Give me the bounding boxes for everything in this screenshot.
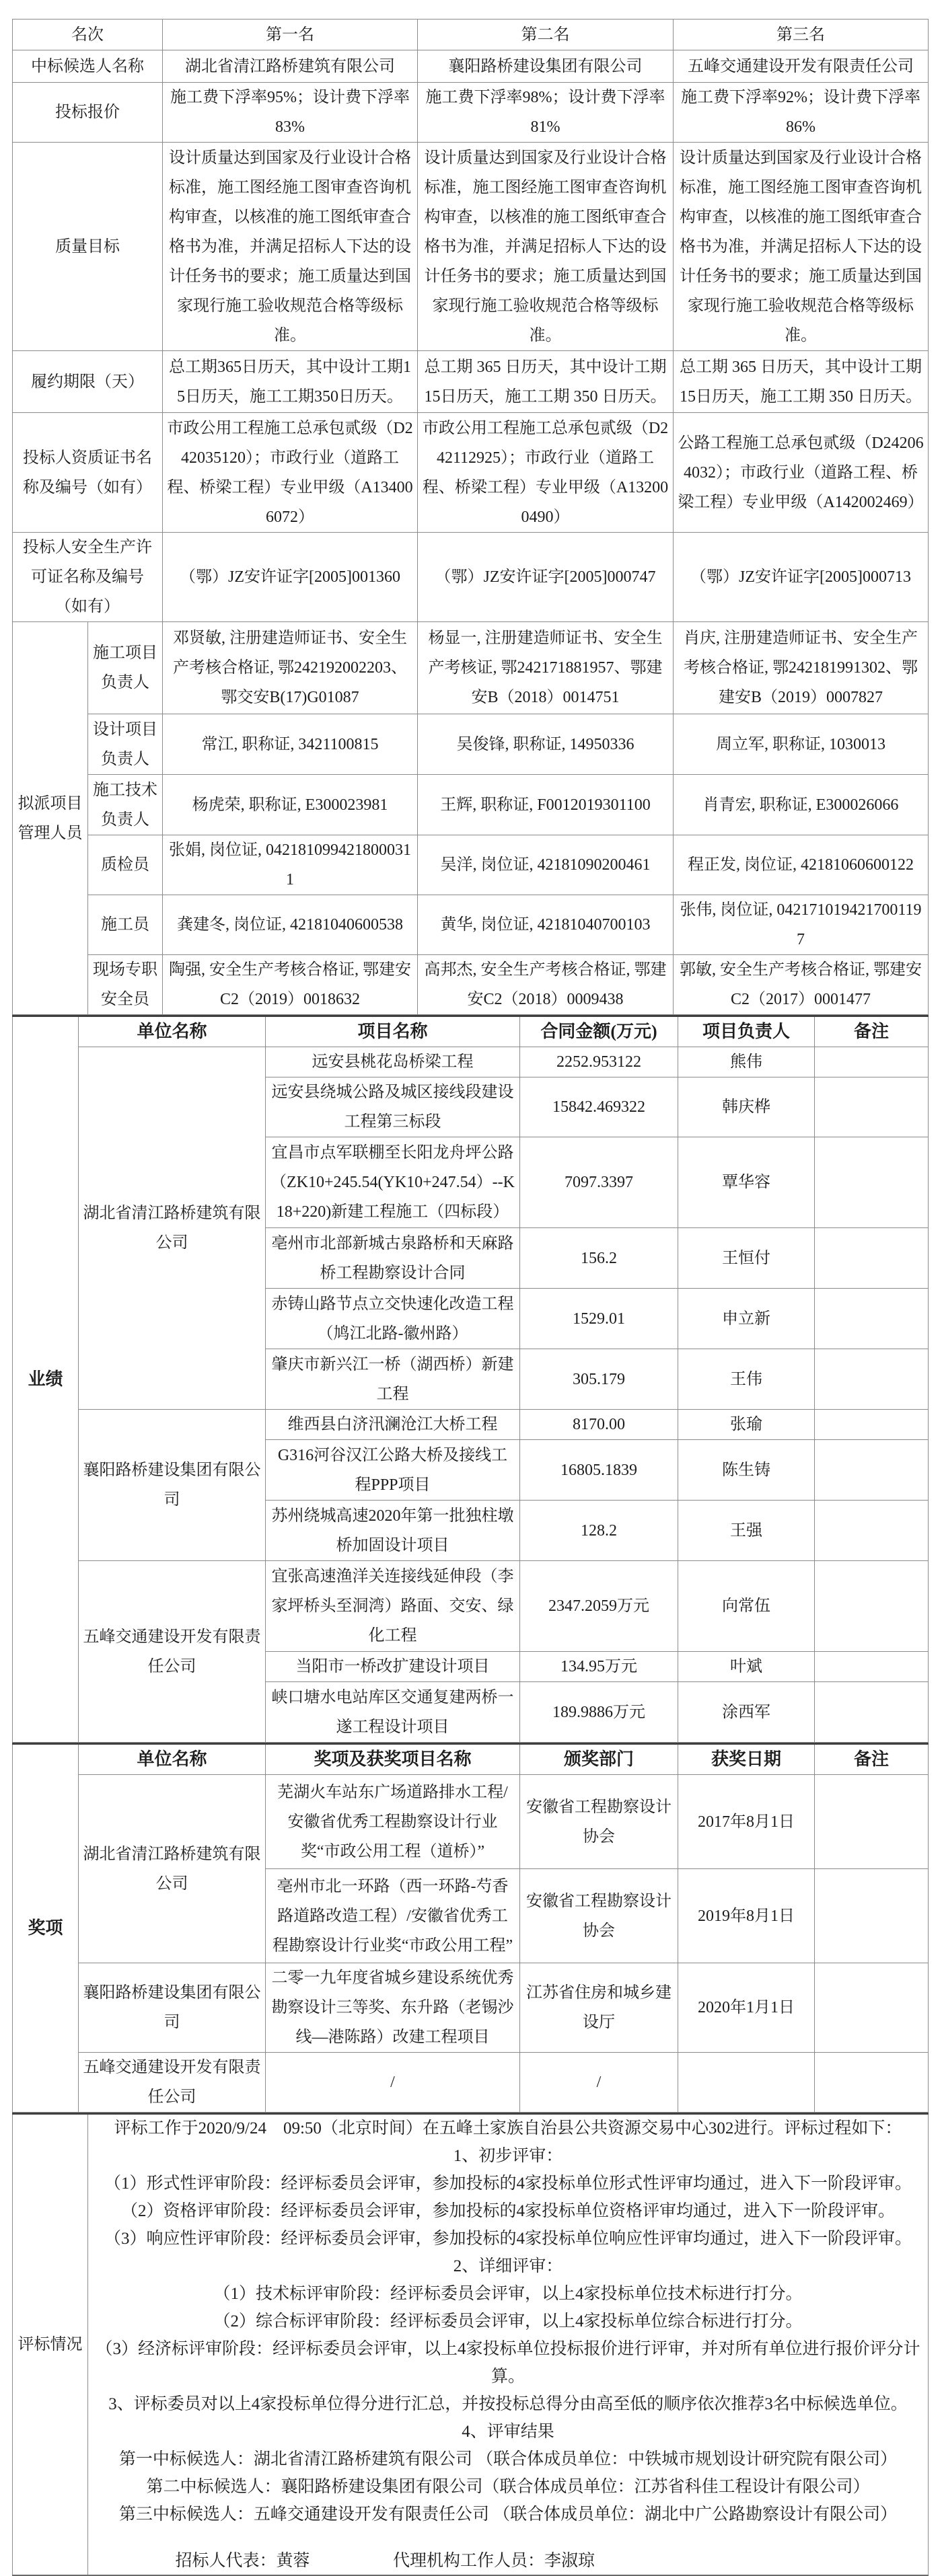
performance-header-company: 单位名称 — [79, 1016, 266, 1047]
award-name: / — [266, 2053, 520, 2113]
performance-table — [12, 1015, 929, 1743]
award-dept: 江苏省住房和城乡建设厅 — [520, 1963, 678, 2053]
constructor-1: 龚建冬, 岗位证, 42181040600538 — [163, 895, 418, 955]
agency-staff: 代理机构工作人员：李淑琼 — [393, 2552, 595, 2570]
rank-second-header: 第二名 — [418, 20, 674, 50]
project-amount: 134.95万元 — [520, 1652, 678, 1682]
award-company-3: 五峰交通建设开发有限责任公司 — [79, 2053, 266, 2113]
project-name: 苏州绕城高速2020年第一批独柱墩桥加固设计项目 — [266, 1501, 520, 1561]
evaluation-line: 第三中标候选人：五峰交通建设开发有限责任公司 （联合体成员单位：湖北中广公路勘察设计有限公司） — [118, 2505, 898, 2524]
bid-price-label: 投标报价 — [13, 83, 163, 143]
evaluation-line: （2）资格评审阶段：经评标委员会评审，参加投标的4家投标单位资格评审均通过，进入下一阶段评审。 — [120, 2202, 895, 2220]
performance-company-2: 襄阳路桥建设集团有限公司 — [79, 1410, 266, 1561]
project-amount: 156.2 — [520, 1228, 678, 1289]
quality-inspector-2: 吴洋, 岗位证, 42181090200461 — [418, 835, 674, 895]
award-name: 二零一九年度省城乡建设系统优秀勘察设计三等奖、东升路（老锡沙线—港陈路）改建工程项目 — [266, 1963, 520, 2053]
project-manager: 覃华容 — [678, 1137, 815, 1228]
performance-company-1: 湖北省清江路桥建筑有限公司 — [79, 1047, 266, 1410]
duration-3: 总工期 365 日历天，其中设计工期15日历天，施工工期 350 日历天。 — [674, 351, 929, 413]
quality-inspector-1: 张娟, 岗位证, 0421810994218000311 — [163, 835, 418, 895]
construction-leader-2: 杨显一, 注册建造师证书、安全生产考核证, 鄂242171881957、鄂建安B（2018）0014751 — [418, 622, 674, 714]
safety-license-2: （鄂）JZ安许证字[2005]000747 — [418, 533, 674, 622]
safety-license-label: 投标人安全生产许可证名称及编号（如有） — [13, 533, 163, 622]
tenderer-representative: 招标人代表：黄蓉 — [175, 2552, 310, 2570]
bid-price-2: 施工费下浮率98%；设计费下浮率81% — [418, 83, 674, 143]
awards-header-dept: 颁奖部门 — [520, 1744, 678, 1775]
project-manager: 陈生铸 — [678, 1440, 815, 1501]
performance-company-3: 五峰交通建设开发有限责任公司 — [79, 1561, 266, 1743]
award-date: 2019年8月1日 — [678, 1869, 815, 1963]
project-amount: 16805.1839 — [520, 1440, 678, 1501]
project-name: 远安县桃花岛桥梁工程 — [266, 1047, 520, 1077]
project-amount: 305.179 — [520, 1349, 678, 1410]
project-amount: 15842.469322 — [520, 1077, 678, 1137]
safety-officer-1: 陶强, 安全生产考核合格证, 鄂建安C2（2019）0018632 — [163, 955, 418, 1015]
evaluation-line: 2、详细评审： — [453, 2257, 563, 2275]
award-dept: 安徽省工程勘察设计协会 — [520, 1869, 678, 1963]
project-note — [815, 1047, 929, 1077]
project-name: 峡口塘水电站库区交通复建两桥一遂工程设计项目 — [266, 1682, 520, 1743]
evaluation-line: （1）技术标评审阶段：经评标委员会评审，以上4家投标单位技术标进行打分。 — [213, 2285, 803, 2303]
table-row — [13, 1561, 929, 1652]
awards-header-note: 备注 — [815, 1744, 929, 1775]
evaluation-table — [12, 2113, 929, 2576]
constructor-2: 黄华, 岗位证, 42181040700103 — [418, 895, 674, 955]
project-manager: 叶斌 — [678, 1652, 815, 1682]
candidate-name-label: 中标候选人名称 — [13, 50, 163, 83]
safety-officer-3: 郭敏, 安全生产考核合格证, 鄂建安C2（2017）0001477 — [674, 955, 929, 1015]
role-design-leader: 设计项目负责人 — [88, 714, 163, 775]
performance-header-amount: 合同金额(万元) — [520, 1016, 678, 1047]
evaluation-section-label: 评标情况 — [13, 2114, 88, 2576]
project-note — [815, 1561, 929, 1652]
project-amount: 7097.3397 — [520, 1137, 678, 1228]
project-name: 维西县白济汛澜沧江大桥工程 — [266, 1410, 520, 1440]
evaluation-line: 第二中标候选人：襄阳路桥建设集团有限公司（联合体成员单位：江苏省科佳工程设计有限公司） — [146, 2478, 870, 2496]
evaluation-line: （3）经济标评审阶段：经评标委员会评审，以上4家投标单位投标报价进行评审，并对所有单位进行报价评分计算。 — [96, 2340, 920, 2386]
project-amount: 2347.2059万元 — [520, 1561, 678, 1652]
project-manager: 涂西军 — [678, 1682, 815, 1743]
project-name: 远安县绕城公路及城区接线段建设工程第三标段 — [266, 1077, 520, 1137]
role-quality-inspector: 质检员 — [88, 835, 163, 895]
project-name: 赤铸山路节点立交快速化改造工程（鸠江北路-徽州路） — [266, 1289, 520, 1349]
project-manager: 向常伍 — [678, 1561, 815, 1652]
project-note — [815, 1682, 929, 1743]
project-manager: 韩庆桦 — [678, 1077, 815, 1137]
qualification-1: 市政公用工程施工总承包贰级（D242035120）；市政行业（道路工程、桥梁工程）专业甲级（A134006072） — [163, 413, 418, 533]
project-note — [815, 1501, 929, 1561]
qualification-label: 投标人资质证书名称及编号（如有） — [13, 413, 163, 533]
project-note — [815, 1228, 929, 1289]
award-company-2: 襄阳路桥建设集团有限公司 — [79, 1963, 266, 2053]
project-amount: 189.9886万元 — [520, 1682, 678, 1743]
evaluation-line: （2）综合标评审阶段：经评标委员会评审，以上4家投标单位综合标进行打分。 — [213, 2312, 803, 2331]
rank-header-label: 名次 — [13, 20, 163, 50]
project-note — [815, 1652, 929, 1682]
duration-1: 总工期365日历天，其中设计工期15日历天，施工工期350日历天。 — [163, 351, 418, 413]
award-note — [815, 1775, 929, 1869]
award-date — [678, 2053, 815, 2113]
qualification-3: 公路工程施工总承包贰级（D242064032）；市政行业（道路工程、桥梁工程）专业甲级（A142002469） — [674, 413, 929, 533]
project-note — [815, 1289, 929, 1349]
table-row — [13, 2053, 929, 2113]
evaluation-line: 第一中标候选人：湖北省清江路桥建筑有限公司 （联合体成员单位：中铁城市规划设计研究院有限公司） — [118, 2450, 898, 2468]
rank-first-header: 第一名 — [163, 20, 418, 50]
project-amount: 2252.953122 — [520, 1047, 678, 1077]
project-note — [815, 1077, 929, 1137]
quality-goal-1: 设计质量达到国家及行业设计合格标准，施工图经施工图审查咨询机构审查，以核准的施工图纸审查合格书为准，并满足招标人下达的设计任务书的要求；施工质量达到国家现行施工验收规范合格等级标准。 — [163, 143, 418, 351]
project-name: 宜昌市点军联棚至长阳龙舟坪公路（ZK10+245.54(YK10+247.54）--K18+220)新建工程施工（四标段） — [266, 1137, 520, 1228]
award-name: 亳州市北一环路（西一环路-芍香路道路改造工程）/安徽省优秀工程勘察设计行业奖“市政公用工程” — [266, 1869, 520, 1963]
project-manager: 申立新 — [678, 1289, 815, 1349]
role-safety-officer: 现场专职安全员 — [88, 955, 163, 1015]
project-amount: 128.2 — [520, 1501, 678, 1561]
design-leader-2: 吴俊锋, 职称证, 14950336 — [418, 714, 674, 775]
tech-leader-2: 王辉, 职称证, F0012019301100 — [418, 775, 674, 835]
design-leader-3: 周立军, 职称证, 1030013 — [674, 714, 929, 775]
evaluation-line: 评标工作于2020/9/24 09:50（北京时间）在五峰土家族自治县公共资源交易中心302进行。评标过程如下： — [114, 2119, 902, 2137]
award-date: 2017年8月1日 — [678, 1775, 815, 1869]
performance-header-project: 项目名称 — [266, 1016, 520, 1047]
project-manager: 王强 — [678, 1501, 815, 1561]
evaluation-line: 1、初步评审： — [453, 2147, 563, 2165]
table-row — [13, 1963, 929, 2053]
project-manager: 王恒付 — [678, 1228, 815, 1289]
construction-leader-1: 邓贤敏, 注册建造师证书、安全生产考核合格证, 鄂242192002203、鄂交安B(17)G01087 — [163, 622, 418, 714]
candidate-2-name: 襄阳路桥建设集团有限公司 — [418, 50, 674, 83]
awards-section-label: 奖项 — [13, 1744, 79, 2113]
award-date: 2020年1月1日 — [678, 1963, 815, 2053]
quality-goal-3: 设计质量达到国家及行业设计合格标准，施工图经施工图审查咨询机构审查，以核准的施工图纸审查合格书为准，并满足招标人下达的设计任务书的要求；施工质量达到国家现行施工验收规范合格等级标准。 — [674, 143, 929, 351]
awards-table — [12, 1743, 929, 2113]
duration-label: 履约期限（天） — [13, 351, 163, 413]
candidate-1-name: 湖北省清江路桥建筑有限公司 — [163, 50, 418, 83]
award-dept: / — [520, 2053, 678, 2113]
rank-third-header: 第三名 — [674, 20, 929, 50]
personnel-section-label: 拟派项目管理人员 — [13, 622, 88, 1015]
evaluation-line: （3）响应性评审阶段：经评标委员会评审，参加投标的4家投标单位响应性评审均通过，进入下一阶段评审。 — [104, 2230, 912, 2248]
quality-goal-2: 设计质量达到国家及行业设计合格标准，施工图经施工图审查咨询机构审查，以核准的施工图纸审查合格书为准，并满足招标人下达的设计任务书的要求；施工质量达到国家现行施工验收规范合格等级标准。 — [418, 143, 674, 351]
quality-goal-label: 质量目标 — [13, 143, 163, 351]
project-name: 亳州市北部新城古泉路桥和天麻路桥工程勘察设计合同 — [266, 1228, 520, 1289]
awards-header-date: 获奖日期 — [678, 1744, 815, 1775]
project-amount: 1529.01 — [520, 1289, 678, 1349]
awards-header-name: 奖项及获奖项目名称 — [266, 1744, 520, 1775]
design-leader-1: 常江, 职称证, 3421100815 — [163, 714, 418, 775]
award-note — [815, 2053, 929, 2113]
project-name: G316河谷汉江公路大桥及接线工程PPP项目 — [266, 1440, 520, 1501]
project-note — [815, 1410, 929, 1440]
table-row — [13, 1775, 929, 1869]
awards-header-company: 单位名称 — [79, 1744, 266, 1775]
safety-license-1: （鄂）JZ安许证字[2005]001360 — [163, 533, 418, 622]
evaluation-line: 4、评审结果 — [462, 2423, 554, 2441]
role-construction-leader: 施工项目负责人 — [88, 622, 163, 714]
candidate-3-name: 五峰交通建设开发有限责任公司 — [674, 50, 929, 83]
award-note — [815, 1869, 929, 1963]
project-name: 宜张高速渔洋关连接线延伸段（李家坪桥头至洞湾）路面、交安、绿化工程 — [266, 1561, 520, 1652]
duration-2: 总工期 365 日历天，其中设计工期15日历天，施工工期 350 日历天。 — [418, 351, 674, 413]
project-manager: 王伟 — [678, 1349, 815, 1410]
performance-header-note: 备注 — [815, 1016, 929, 1047]
project-note — [815, 1349, 929, 1410]
project-note — [815, 1440, 929, 1501]
constructor-3: 张伟, 岗位证, 0421710194217001197 — [674, 895, 929, 955]
safety-license-3: （鄂）JZ安许证字[2005]000713 — [674, 533, 929, 622]
tech-leader-1: 杨虎荣, 职称证, E300023981 — [163, 775, 418, 835]
evaluation-content — [88, 2114, 929, 2576]
award-company-1: 湖北省清江路桥建筑有限公司 — [79, 1775, 266, 1963]
bid-price-3: 施工费下浮率92%；设计费下浮率86% — [674, 83, 929, 143]
construction-leader-3: 肖庆, 注册建造师证书、安全生产考核合格证, 鄂242181991302、鄂建安B（2019）0007827 — [674, 622, 929, 714]
quality-inspector-3: 程正发, 岗位证, 42181060600122 — [674, 835, 929, 895]
role-tech-leader: 施工技术负责人 — [88, 775, 163, 835]
evaluation-line: 3、评标委员对以上4家投标单位得分进行汇总，并按投标总得分由高至低的顺序依次推荐3名中标候选单位。 — [108, 2395, 908, 2413]
project-name: 肇庆市新兴江一桥（湖西桥）新建工程 — [266, 1349, 520, 1410]
role-constructor: 施工员 — [88, 895, 163, 955]
performance-header-manager: 项目负责人 — [678, 1016, 815, 1047]
tech-leader-3: 肖青宏, 职称证, E300026066 — [674, 775, 929, 835]
project-note — [815, 1137, 929, 1228]
safety-officer-2: 高邦杰, 安全生产考核合格证, 鄂建安C2（2018）0009438 — [418, 955, 674, 1015]
award-name: 芜湖火车站东广场道路排水工程/安徽省优秀工程勘察设计行业奖“市政公用工程（道桥）” — [266, 1775, 520, 1869]
signature-row — [92, 2547, 924, 2575]
project-manager: 熊伟 — [678, 1047, 815, 1077]
bid-summary-table — [12, 19, 929, 1015]
project-manager: 张瑜 — [678, 1410, 815, 1440]
bid-price-1: 施工费下浮率95%；设计费下浮率83% — [163, 83, 418, 143]
project-name: 当阳市一桥改扩建设计项目 — [266, 1652, 520, 1682]
performance-section-label: 业绩 — [13, 1016, 79, 1743]
award-note — [815, 1963, 929, 2053]
evaluation-line: （1）形式性评审阶段：经评标委员会评审，参加投标的4家投标单位形式性评审均通过，进入下一阶段评审。 — [104, 2174, 912, 2193]
table-row — [13, 1410, 929, 1440]
table-row — [13, 1047, 929, 1077]
award-dept: 安徽省工程勘察设计协会 — [520, 1775, 678, 1869]
qualification-2: 市政公用工程施工总承包贰级（D242112925）；市政行业（道路工程、桥梁工程）专业甲级（A132000490） — [418, 413, 674, 533]
project-amount: 8170.00 — [520, 1410, 678, 1440]
